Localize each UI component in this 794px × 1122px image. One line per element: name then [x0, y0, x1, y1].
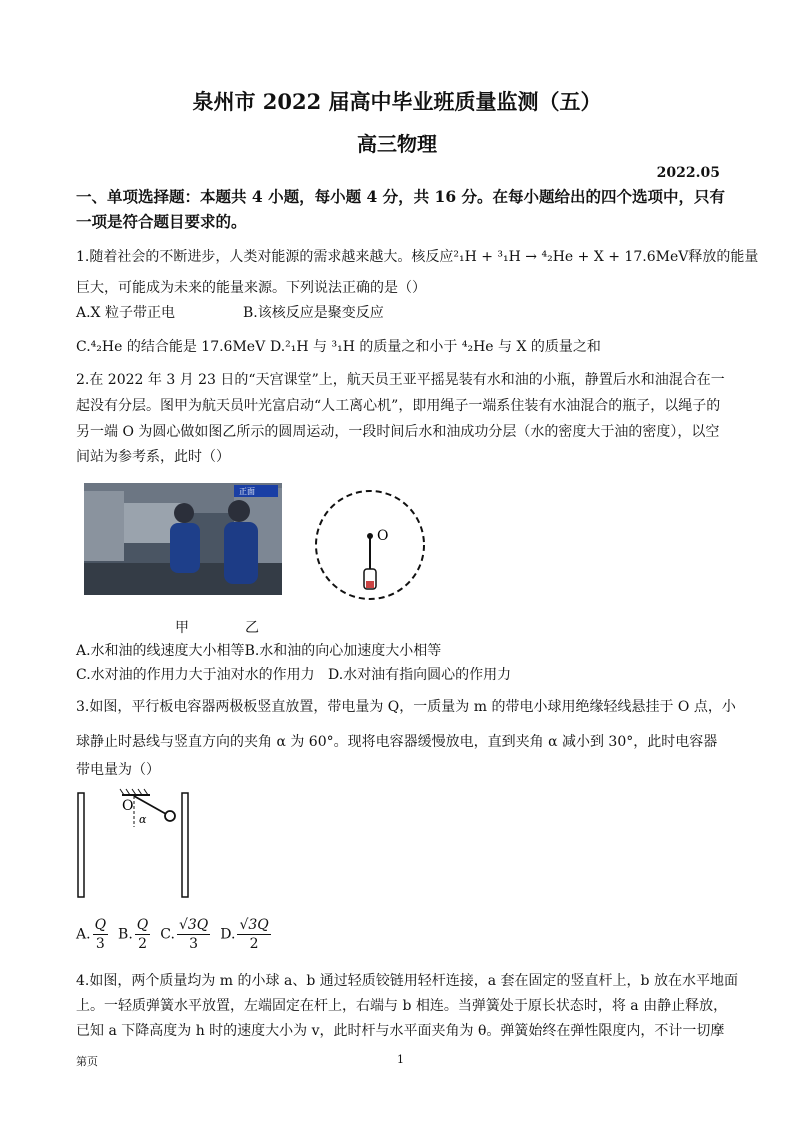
exam-date: 2022.05 — [656, 165, 720, 181]
q3-option-b: B. $\frac{Q}{2}$ — [118, 917, 149, 952]
section-heading-line1: 一、单项选择题：本题共 4 小题，每小题 4 分，共 16 分。在每小题给出的四个选项中，只有 — [76, 187, 726, 206]
subject-title: 高三物理 — [357, 132, 437, 156]
q1-options-row2 — [76, 337, 722, 357]
q1-text-a: 1.随着社会的不断进步，人类对能源的需求越来越大。核反应 — [76, 249, 454, 265]
q3-line2: 球静止时悬线与竖直方向的夹角 α 为 60°。现将电容器缓慢放电，直到夹角 α 减小到 30°，此时电容器 — [76, 734, 718, 750]
q3-option-c: C. $\frac{√3Q}{3}$ — [160, 917, 209, 952]
footer-page-number: 1 — [397, 1053, 404, 1066]
q1-line1 — [76, 247, 759, 267]
q4-line3: 已知 a 下降高度为 h 时的速度大小为 v，此时杆与水平面夹角为 θ。弹簧始终在弹性限度内，不计一切摩 — [76, 1023, 725, 1039]
q2-option-d: D.水对油有指向圆心的作用力 — [328, 667, 512, 683]
q2-option-b: B.水和油的向心加速度大小相等 — [244, 643, 442, 659]
q1-text-b: 释放的能量 — [688, 249, 759, 265]
q1-option-a: A.X 粒子带正电 — [76, 305, 175, 321]
capacitor-point-o: O — [122, 798, 134, 814]
figure-label-yi: 乙 — [245, 620, 259, 636]
q1-equation: ²₁H + ³₁H → ⁴₂He + X + 17.6MeV — [453, 249, 689, 265]
figure-label-jia: 甲 — [175, 620, 189, 636]
footer-page-label: 第页 — [76, 1055, 98, 1068]
q1-option-d: D.²₁H 与 ³₁H 的质量之和小于 ⁴₂He 与 X 的质量之和 — [270, 339, 601, 355]
q3-line3: 带电量为（） — [76, 762, 160, 778]
q4-line2: 上。一轻质弹簧水平放置，左端固定在杆上，右端与 b 相连。当弹簧处于原长状态时，将 a 由静止释放， — [76, 998, 728, 1014]
q1-option-c: C.⁴₂He 的结合能是 17.6MeV — [76, 339, 266, 355]
q2-option-c: C.水对油的作用力大于油对水的作用力 — [76, 667, 315, 683]
q2-line4: 间站为参考系，此时（） — [76, 449, 230, 465]
q2-line1: 2.在 2022 年 3 月 23 日的“天宫课堂”上，航天员王亚平摇晃装有水和油的小瓶，静置后水和油混合在一 — [76, 372, 725, 388]
space-station-photo — [84, 483, 282, 595]
section-heading-line2: 一项是符合题目要求的。 — [76, 212, 247, 231]
q3-option-d: D. $\frac{√3Q}{2}$ — [220, 917, 269, 952]
circular-motion-diagram — [305, 487, 435, 607]
q3-option-a: A. $\frac{Q}{3}$ — [76, 917, 107, 952]
q3-line1: 3.如图，平行板电容器两极板竖直放置，带电量为 Q，一质量为 m 的带电小球用绝缘轻线悬挂于 O 点，小 — [76, 699, 736, 715]
q2-option-a: A.水和油的线速度大小相等 — [76, 643, 245, 659]
q3-options — [76, 916, 273, 953]
photo-caption: 正面 — [239, 487, 255, 496]
exam-title: 泉州市 2022 届高中毕业班质量监测（五） — [192, 89, 602, 114]
diagram-point-o: O — [377, 528, 389, 544]
q1-line2: 巨大，可能成为未来的能量来源。下列说法正确的是（） — [76, 280, 426, 296]
angle-alpha-label: α — [139, 813, 147, 826]
q2-options-row2 — [76, 665, 722, 685]
q2-line2: 起没有分层。图甲为航天员叶光富启动“人工离心机”，即用绳子一端系住装有水油混合的瓶子，以绳子的 — [76, 398, 721, 414]
q4-line1: 4.如图，两个质量均为 m 的小球 a、b 通过轻质铰链用轻杆连接，a 套在固定的竖直杆上，b 放在水平地面 — [76, 973, 738, 989]
q2-line3: 另一端 O 为圆心做如图乙所示的圆周运动，一段时间后水和油成功分层（水的密度大于油的密度），以空 — [76, 424, 720, 440]
q1-options-row1 — [76, 303, 722, 323]
capacitor-diagram — [72, 785, 202, 900]
q1-option-b: B.该核反应是聚变反应 — [243, 305, 384, 321]
q2-options-row1 — [76, 641, 722, 661]
